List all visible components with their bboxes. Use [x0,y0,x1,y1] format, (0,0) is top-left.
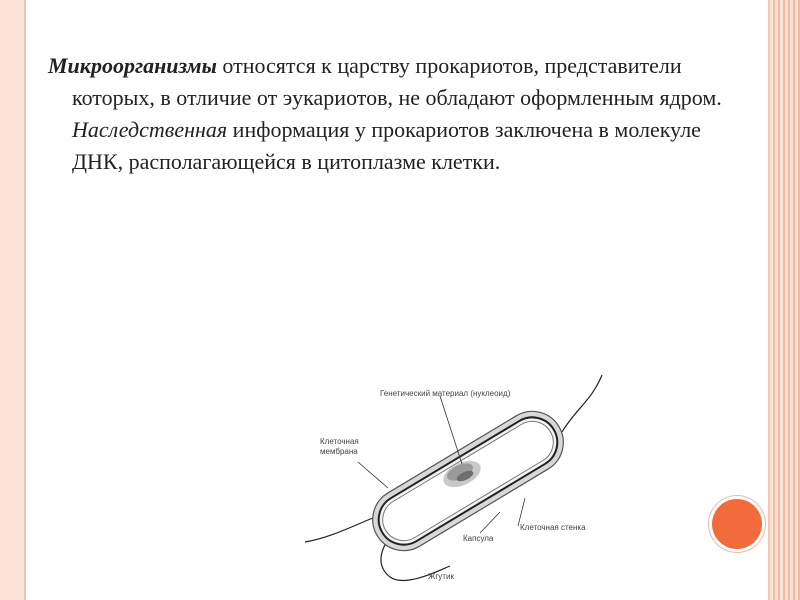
right-border-frame [770,0,800,600]
body-text-part-1: относятся к царству прокариотов, представители которых, в отличие от эукариотов, не обладают оформленным ядром. [72,53,722,110]
label-capsule: Капсула [463,534,494,543]
decorative-orange-circle [712,499,762,549]
leader-nucleoid [440,396,462,464]
flagellum-top [562,375,602,432]
label-flagellum: Жгутик [428,572,454,581]
body-text-part-2: информация у прокариотов заключена в молекуле ДНК, располагающейся в цитоплазме клетки. [72,117,701,174]
bacterium-illustration [300,370,620,595]
label-membrane-line2: мембрана [320,447,358,456]
label-nucleoid: Генетический материал (нуклеоид) [380,389,511,398]
italic-phrase: Наследственная [72,117,228,142]
leader-membrane [358,462,388,488]
label-membrane-line1: Клеточная [320,437,359,446]
flagellum-left [305,515,380,542]
bacterium-diagram [300,370,620,595]
left-border-frame [0,0,26,600]
leader-capsule [480,512,500,533]
label-cell-wall: Клеточная стенка [520,523,586,532]
term-microorganisms: Микроорганизмы [48,53,217,78]
leader-wall [518,498,525,526]
slide-body-text [48,50,732,178]
